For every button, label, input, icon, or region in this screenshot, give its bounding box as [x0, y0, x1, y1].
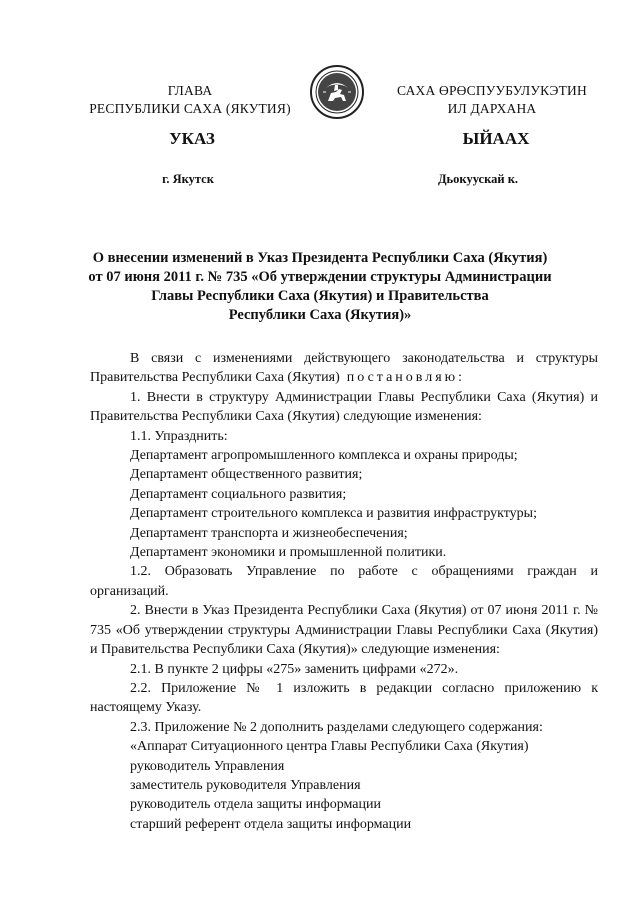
dept-item-2: Департамент общественного развития;	[130, 467, 363, 483]
item-1: 1. Внести в структуру Администрации Главы Республики Саха (Якутия) и Правительства Республики Саха (Якутия) следующие изменения:	[90, 389, 598, 425]
list2-item-1: «Аппарат Ситуационного центра Главы Республики Саха (Якутия)	[130, 739, 529, 755]
subject-line-4: Республики Саха (Якутия)»	[228, 307, 412, 323]
item-2-1: 2.1. В пункте 2 цифры «275» заменить цифрами «272».	[130, 661, 459, 677]
title-decree-ru: УКАЗ	[169, 129, 215, 148]
dept-item-1: Департамент агропромышленного комплекса и охраны природы;	[130, 448, 518, 464]
decree-subject	[60, 249, 580, 325]
item-1-1: 1.1. Упразднить:	[130, 428, 228, 444]
dept-item-4: Департамент строительного комплекса и развития инфраструктуры;	[130, 506, 537, 522]
dept-item-5: Департамент транспорта и жизнеобеспечения;	[130, 525, 408, 541]
intro-paragraph	[90, 349, 598, 388]
item-1-2: 1.2. Образовать Управление по работе с обращениями граждан и организаций.	[90, 564, 598, 599]
list2-item-2: руководитель Управления	[130, 758, 285, 774]
header-left-line1: ГЛАВА	[167, 83, 213, 98]
subject-line-2: от 07 июня 2011 г. № 735 «Об утверждении структуры Администрации	[88, 269, 552, 285]
dept-item-3: Департамент социального развития;	[130, 486, 347, 502]
header-right-line2: ИЛ ДАРХАНА	[447, 101, 537, 116]
item-2-3: 2.3. Приложение № 2 дополнить разделами следующего содержания:	[130, 719, 543, 735]
city-ru: г. Якутск	[162, 172, 214, 186]
subject-line-1: О внесении изменений в Указ Президента Республики Саха (Якутия)	[92, 250, 548, 266]
header-right	[382, 82, 602, 118]
list2-item-3: заместитель руководителя Управления	[130, 777, 361, 793]
header-right-line1: САХА ӨРӨСПУУБУЛУКЭТИН	[397, 83, 587, 98]
list2-item-5: старший референт отдела защиты информации	[130, 816, 412, 832]
decree-body	[90, 349, 598, 834]
intro-text: В связи с изменениями действующего законодательства и структуры Правительства Республики Саха (Якутия)	[90, 351, 598, 386]
title-decree-sakha: ЫЙААХ	[462, 129, 530, 148]
city-sakha: Дьокуускай к.	[437, 172, 519, 186]
header-left	[80, 82, 300, 118]
item-2: 2. Внести в Указ Президента Республики Саха (Якутия) от 07 июня 2011 г. № 735 «Об утверждении структуры Администрации Главы Республики Саха (Якутия) и Правительства Республики Саха (Якутия)» следующие изменения:	[90, 603, 598, 658]
subject-line-3: Главы Республики Саха (Якутия) и Правительства	[151, 288, 489, 304]
coat-of-arms-icon	[309, 64, 365, 120]
dept-item-6: Департамент экономики и промышленной политики.	[130, 545, 447, 561]
intro-decree-word: постановляю:	[346, 370, 465, 386]
header-left-line2: РЕСПУБЛИКИ САХА (ЯКУТИЯ)	[89, 101, 291, 116]
list2-item-4: руководитель отдела защиты информации	[130, 797, 381, 813]
item-2-2: 2.2. Приложение № 1 изложить в редакции согласно приложению к настоящему Указу.	[90, 680, 598, 716]
